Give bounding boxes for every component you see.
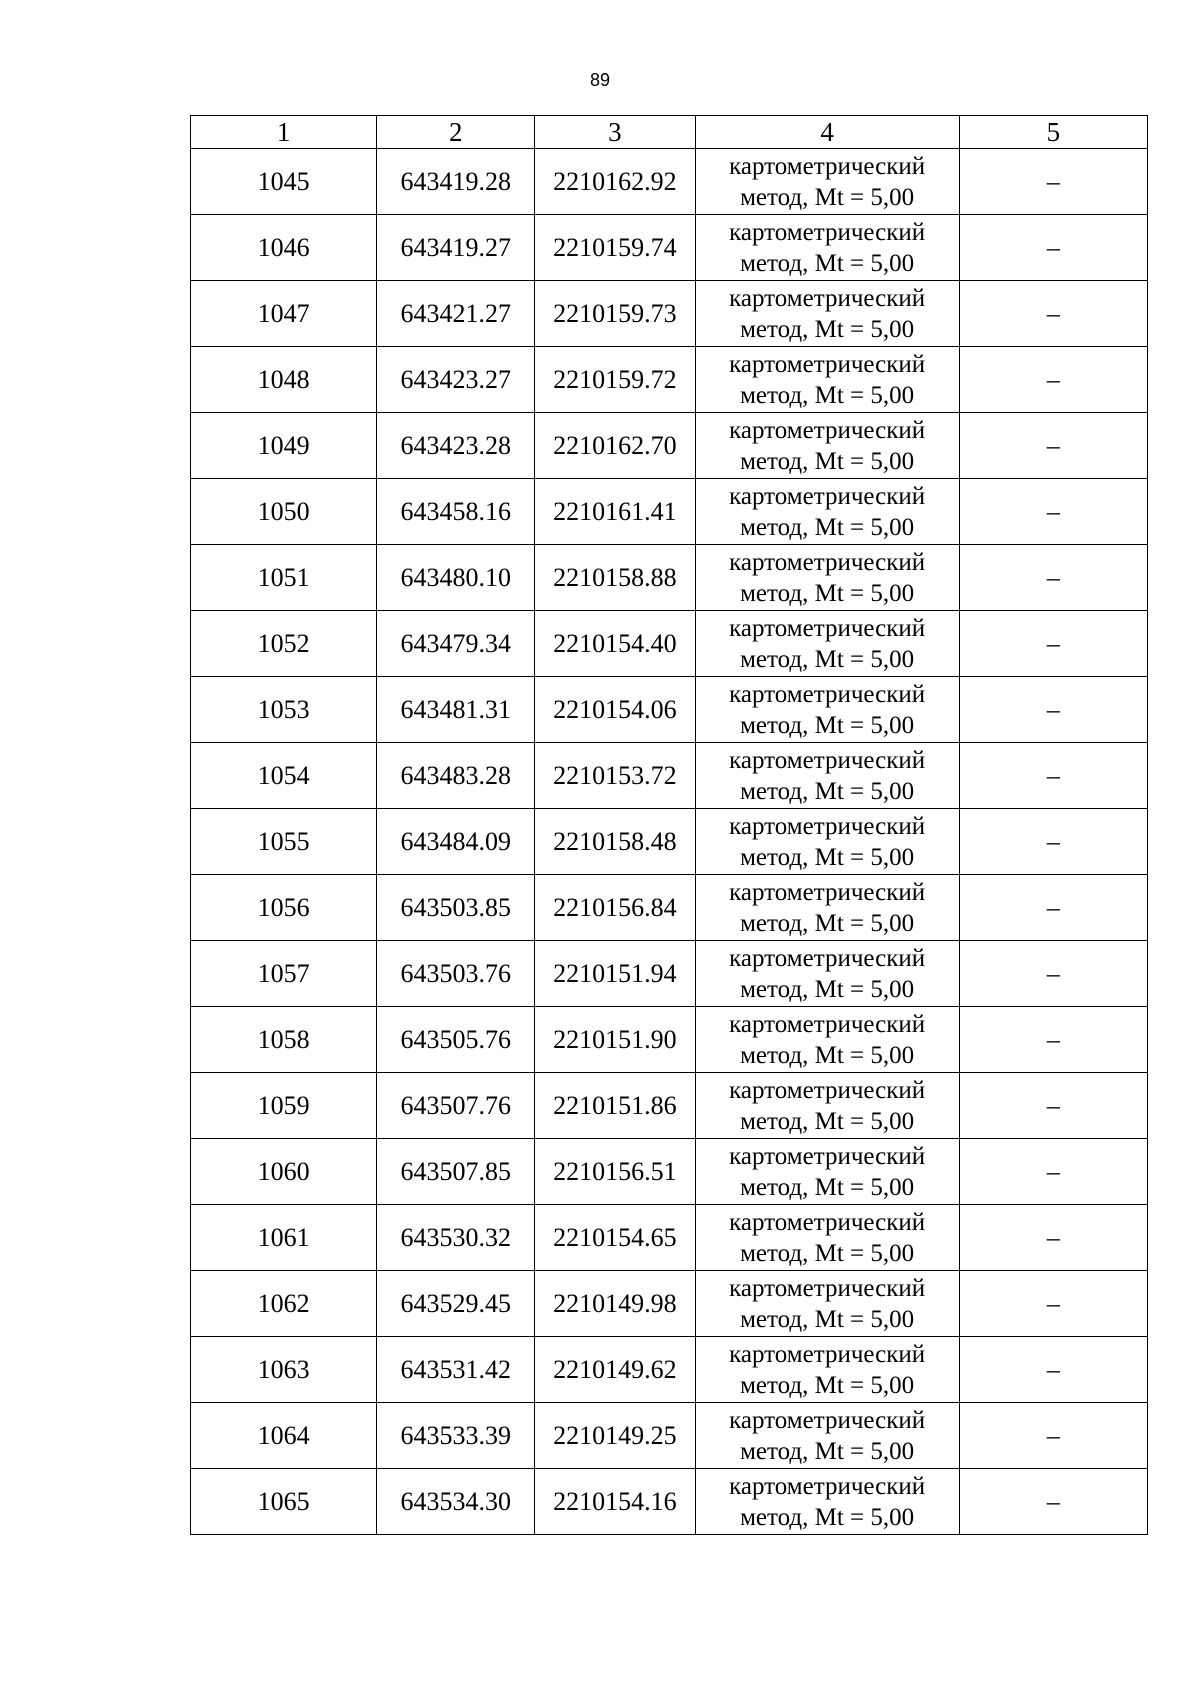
method-line-1: картометрический [729, 1340, 926, 1368]
note-cell: – [959, 413, 1147, 479]
method-cell [695, 677, 959, 743]
x-coordinate-cell: 643503.85 [377, 875, 535, 941]
point-number-cell: 1058 [191, 1007, 377, 1073]
method-line-2: метод, Mt = 5,00 [740, 777, 915, 805]
y-coordinate-cell: 2210156.51 [535, 1139, 695, 1205]
method-line-2: метод, Mt = 5,00 [740, 381, 915, 409]
method-cell [695, 809, 959, 875]
method-line-1: картометрический [729, 416, 926, 444]
method-line-2: метод, Mt = 5,00 [740, 1437, 915, 1465]
method-line-1: картометрический [729, 1274, 926, 1302]
y-coordinate-cell: 2210151.94 [535, 941, 695, 1007]
method-cell [695, 149, 959, 215]
header-cell-4: 4 [695, 116, 959, 149]
x-coordinate-cell: 643484.09 [377, 809, 535, 875]
method-line-1: картометрический [729, 746, 926, 774]
point-number-cell: 1062 [191, 1271, 377, 1337]
table-row [191, 1073, 1148, 1139]
y-coordinate-cell: 2210154.06 [535, 677, 695, 743]
x-coordinate-cell: 643507.76 [377, 1073, 535, 1139]
x-coordinate-cell: 643483.28 [377, 743, 535, 809]
method-cell [695, 611, 959, 677]
method-line-1: картометрический [729, 944, 926, 972]
method-line-2: метод, Mt = 5,00 [740, 1305, 915, 1333]
page-number: 89 [589, 70, 611, 90]
table-row [191, 281, 1148, 347]
method-line-1: картометрический [729, 1472, 926, 1500]
note-cell: – [959, 149, 1147, 215]
header-cell-5: 5 [959, 116, 1147, 149]
note-cell: – [959, 941, 1147, 1007]
y-coordinate-cell: 2210159.73 [535, 281, 695, 347]
y-coordinate-cell: 2210153.72 [535, 743, 695, 809]
method-line-1: картометрический [729, 152, 926, 180]
method-cell [695, 1205, 959, 1271]
method-line-1: картометрический [729, 878, 926, 906]
method-line-1: картометрический [729, 548, 926, 576]
point-number-cell: 1050 [191, 479, 377, 545]
y-coordinate-cell: 2210161.41 [535, 479, 695, 545]
note-cell: – [959, 1205, 1147, 1271]
y-coordinate-cell: 2210159.72 [535, 347, 695, 413]
point-number-cell: 1064 [191, 1403, 377, 1469]
y-coordinate-cell: 2210154.65 [535, 1205, 695, 1271]
note-cell: – [959, 281, 1147, 347]
method-cell [695, 1403, 959, 1469]
note-cell: – [959, 743, 1147, 809]
y-coordinate-cell: 2210154.16 [535, 1469, 695, 1535]
table-row [191, 545, 1148, 611]
method-line-1: картометрический [729, 482, 926, 510]
x-coordinate-cell: 643458.16 [377, 479, 535, 545]
x-coordinate-cell: 643503.76 [377, 941, 535, 1007]
point-number-cell: 1063 [191, 1337, 377, 1403]
note-cell: – [959, 1073, 1147, 1139]
method-cell [695, 1073, 959, 1139]
table-row [191, 875, 1148, 941]
header-cell-2: 2 [377, 116, 535, 149]
x-coordinate-cell: 643529.45 [377, 1271, 535, 1337]
header-row [191, 116, 1148, 149]
x-coordinate-cell: 643423.27 [377, 347, 535, 413]
point-number-cell: 1048 [191, 347, 377, 413]
x-coordinate-cell: 643481.31 [377, 677, 535, 743]
method-line-2: метод, Mt = 5,00 [740, 1503, 915, 1531]
y-coordinate-cell: 2210151.90 [535, 1007, 695, 1073]
method-line-1: картометрический [729, 1208, 926, 1236]
method-cell [695, 281, 959, 347]
point-number-cell: 1053 [191, 677, 377, 743]
method-line-2: метод, Mt = 5,00 [740, 183, 915, 211]
x-coordinate-cell: 643505.76 [377, 1007, 535, 1073]
method-line-1: картометрический [729, 1142, 926, 1170]
x-coordinate-cell: 643423.28 [377, 413, 535, 479]
x-coordinate-cell: 643480.10 [377, 545, 535, 611]
table-row [191, 743, 1148, 809]
point-number-cell: 1045 [191, 149, 377, 215]
table-row [191, 1139, 1148, 1205]
table-row [191, 1007, 1148, 1073]
point-number-cell: 1060 [191, 1139, 377, 1205]
note-cell: – [959, 1337, 1147, 1403]
table-row [191, 611, 1148, 677]
table-row [191, 479, 1148, 545]
y-coordinate-cell: 2210158.88 [535, 545, 695, 611]
method-cell [695, 941, 959, 1007]
x-coordinate-cell: 643530.32 [377, 1205, 535, 1271]
point-number-cell: 1061 [191, 1205, 377, 1271]
table-row [191, 1469, 1148, 1535]
note-cell: – [959, 809, 1147, 875]
method-line-2: метод, Mt = 5,00 [740, 975, 915, 1003]
y-coordinate-cell: 2210159.74 [535, 215, 695, 281]
x-coordinate-cell: 643534.30 [377, 1469, 535, 1535]
table-body [191, 149, 1148, 1535]
table-row [191, 1205, 1148, 1271]
table-row [191, 215, 1148, 281]
note-cell: – [959, 875, 1147, 941]
y-coordinate-cell: 2210151.86 [535, 1073, 695, 1139]
header-cell-1: 1 [191, 116, 377, 149]
y-coordinate-cell: 2210158.48 [535, 809, 695, 875]
table-row [191, 413, 1148, 479]
y-coordinate-cell: 2210149.25 [535, 1403, 695, 1469]
method-cell [695, 875, 959, 941]
point-number-cell: 1065 [191, 1469, 377, 1535]
note-cell: – [959, 1139, 1147, 1205]
point-number-cell: 1055 [191, 809, 377, 875]
note-cell: – [959, 215, 1147, 281]
point-number-cell: 1056 [191, 875, 377, 941]
table-row [191, 677, 1148, 743]
y-coordinate-cell: 2210162.92 [535, 149, 695, 215]
method-cell [695, 1469, 959, 1535]
method-cell [695, 479, 959, 545]
point-number-cell: 1052 [191, 611, 377, 677]
table-row [191, 809, 1148, 875]
point-number-cell: 1051 [191, 545, 377, 611]
method-line-2: метод, Mt = 5,00 [740, 1371, 915, 1399]
method-line-1: картометрический [729, 350, 926, 378]
point-number-cell: 1049 [191, 413, 377, 479]
method-line-1: картометрический [729, 1406, 926, 1434]
method-line-2: метод, Mt = 5,00 [740, 645, 915, 673]
table-row [191, 347, 1148, 413]
method-line-2: метод, Mt = 5,00 [740, 1173, 915, 1201]
table-row [191, 1271, 1148, 1337]
method-cell [695, 1337, 959, 1403]
method-line-2: метод, Mt = 5,00 [740, 843, 915, 871]
note-cell: – [959, 1007, 1147, 1073]
x-coordinate-cell: 643533.39 [377, 1403, 535, 1469]
point-number-cell: 1047 [191, 281, 377, 347]
coordinates-table [190, 115, 1148, 1535]
method-line-1: картометрический [729, 680, 926, 708]
y-coordinate-cell: 2210154.40 [535, 611, 695, 677]
method-cell [695, 1139, 959, 1205]
method-cell [695, 215, 959, 281]
method-line-1: картометрический [729, 614, 926, 642]
note-cell: – [959, 545, 1147, 611]
method-cell [695, 1271, 959, 1337]
method-cell [695, 1007, 959, 1073]
table-row [191, 1403, 1148, 1469]
method-line-2: метод, Mt = 5,00 [740, 579, 915, 607]
point-number-cell: 1046 [191, 215, 377, 281]
x-coordinate-cell: 643531.42 [377, 1337, 535, 1403]
y-coordinate-cell: 2210162.70 [535, 413, 695, 479]
method-line-1: картометрический [729, 1010, 926, 1038]
method-line-2: метод, Mt = 5,00 [740, 1239, 915, 1267]
method-line-2: метод, Mt = 5,00 [740, 1041, 915, 1069]
note-cell: – [959, 1271, 1147, 1337]
x-coordinate-cell: 643419.27 [377, 215, 535, 281]
method-line-2: метод, Mt = 5,00 [740, 1107, 915, 1135]
method-line-2: метод, Mt = 5,00 [740, 447, 915, 475]
method-line-1: картометрический [729, 218, 926, 246]
method-line-2: метод, Mt = 5,00 [740, 315, 915, 343]
method-line-1: картометрический [729, 812, 926, 840]
header-cell-3: 3 [535, 116, 695, 149]
point-number-cell: 1057 [191, 941, 377, 1007]
y-coordinate-cell: 2210149.62 [535, 1337, 695, 1403]
x-coordinate-cell: 643421.27 [377, 281, 535, 347]
method-line-2: метод, Mt = 5,00 [740, 249, 915, 277]
method-line-2: метод, Mt = 5,00 [740, 711, 915, 739]
note-cell: – [959, 611, 1147, 677]
x-coordinate-cell: 643507.85 [377, 1139, 535, 1205]
point-number-cell: 1059 [191, 1073, 377, 1139]
x-coordinate-cell: 643479.34 [377, 611, 535, 677]
method-cell [695, 347, 959, 413]
method-cell [695, 545, 959, 611]
table-row [191, 1337, 1148, 1403]
method-line-2: метод, Mt = 5,00 [740, 909, 915, 937]
y-coordinate-cell: 2210149.98 [535, 1271, 695, 1337]
method-line-1: картометрический [729, 1076, 926, 1104]
table-header [191, 116, 1148, 149]
note-cell: – [959, 347, 1147, 413]
method-line-1: картометрический [729, 284, 926, 312]
note-cell: – [959, 479, 1147, 545]
y-coordinate-cell: 2210156.84 [535, 875, 695, 941]
note-cell: – [959, 677, 1147, 743]
x-coordinate-cell: 643419.28 [377, 149, 535, 215]
table-row [191, 149, 1148, 215]
point-number-cell: 1054 [191, 743, 377, 809]
method-cell [695, 743, 959, 809]
method-line-2: метод, Mt = 5,00 [740, 513, 915, 541]
note-cell: – [959, 1403, 1147, 1469]
note-cell: – [959, 1469, 1147, 1535]
table-row [191, 941, 1148, 1007]
method-cell [695, 413, 959, 479]
